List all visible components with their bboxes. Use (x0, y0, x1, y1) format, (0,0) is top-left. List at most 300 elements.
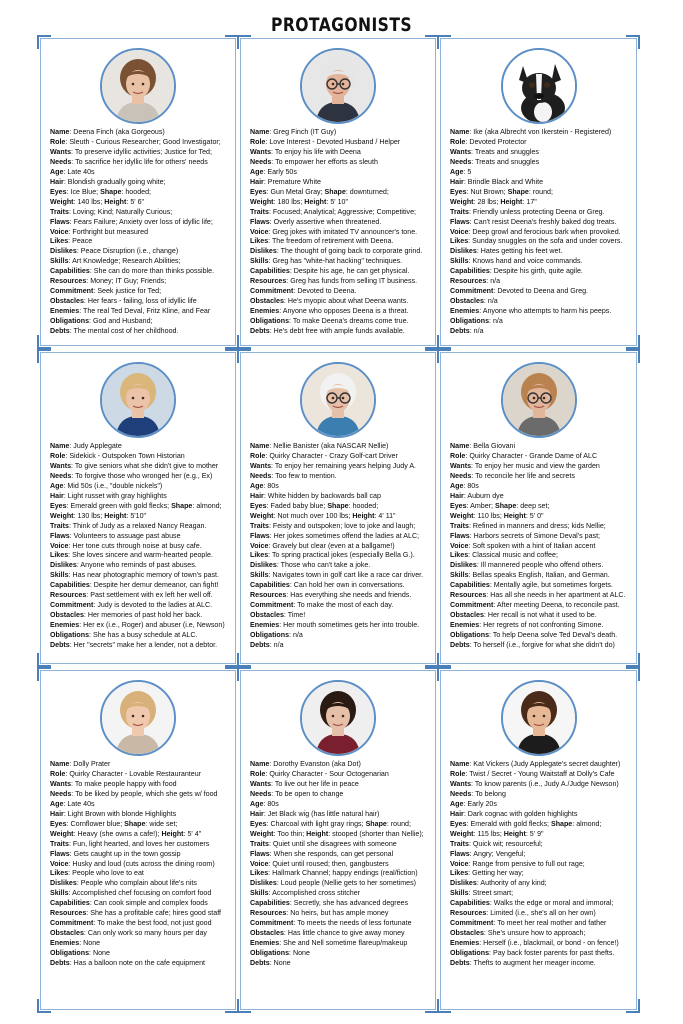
field-value: Herself (i.e., blackmail, or bond - on fence!) (483, 939, 619, 948)
field-label: Height (104, 511, 127, 520)
field-value: None (273, 959, 291, 968)
field-label: Commitment (450, 287, 494, 296)
field-label: Weight (50, 511, 74, 520)
field-value: Her ex (i.e., Roger) and abuser (i.e, Newson) (83, 621, 225, 630)
field-label: Traits (250, 207, 269, 216)
field-value: 5' 9" (529, 829, 544, 838)
field-value: wide set; (149, 819, 178, 828)
field-label: Likes (450, 237, 469, 246)
field-label: Commitment (250, 601, 294, 610)
field-label: Age (450, 799, 464, 808)
field-value: 130 lbs; (77, 511, 105, 520)
field-value: Sidekick - Outspoken Town Historian (69, 451, 185, 460)
field-label: Height (500, 197, 523, 206)
field-value: None (292, 949, 310, 958)
field-label: Name (250, 760, 270, 768)
field-value: Secretly, she has advanced degrees (293, 899, 409, 908)
profile-line: Obligations: To help Deena solve Ted Deval's death. (450, 631, 618, 640)
field-label: Enemies (450, 307, 480, 316)
profile-line: Commitment: Seek justice for Ted; (50, 287, 162, 296)
field-value: 115 lbs; (477, 829, 504, 838)
field-label: Traits (50, 207, 69, 216)
field-label: Debts (50, 641, 70, 650)
field-label: Wants (450, 461, 472, 470)
profile-line: Age: Late 40s (50, 799, 95, 808)
field-label: Resources (450, 591, 487, 600)
field-label: Role (250, 451, 266, 460)
field-value: 80s (267, 481, 279, 490)
field-label: Role (250, 769, 266, 778)
field-value: Quiet until she disagrees with someone (272, 839, 397, 848)
profile-line: Skills: Knows hand and voice commands. (450, 257, 583, 266)
corner-bracket-icon (37, 35, 51, 49)
field-label: Likes (250, 551, 269, 560)
profile-line: Eyes: Gun Metal Gray; Shape: downturned; (250, 187, 389, 196)
profile-line: Name: Nellie Banister (aka NASCAR Nellie) (250, 442, 389, 450)
field-label: Needs (250, 789, 272, 798)
field-label: Weight (450, 197, 474, 206)
profile-line: Resources: Has everything she needs and friends. (250, 591, 412, 600)
profile-line: Needs: To reconcile her life and secrets (450, 471, 575, 480)
field-label: Traits (450, 521, 469, 530)
field-label: Hair (450, 177, 464, 186)
field-label: Likes (50, 869, 69, 878)
field-label: Obligations (250, 631, 290, 640)
character-profile-text (250, 760, 430, 969)
profile-line: Wants: To enjoy her music and view the garden (450, 461, 600, 470)
profile-line: Wants: To know parents (i.e., Judy A./Judge Newson) (450, 779, 619, 788)
field-label: Needs (50, 157, 72, 166)
field-value: Her regrets of not confronting Simone. (483, 621, 604, 630)
profile-line: Dislikes: The thought of going back to corporate grind. (250, 247, 423, 256)
field-label: Voice (250, 227, 269, 236)
field-value: Has little chance to give away money (287, 929, 405, 938)
profile-line: Obligations: Pay back foster parents for past thefts. (450, 949, 615, 958)
profile-line: Likes: Getting her way; (450, 869, 524, 878)
field-value: Gun Metal Gray; (270, 187, 325, 196)
field-label: Capabilities (50, 899, 90, 908)
profile-line: Hair: Jet Black wig (has little natural hair) (250, 809, 380, 818)
field-label: Name (450, 760, 470, 768)
corner-bracket-icon (437, 999, 451, 1013)
field-label: Wants (450, 779, 472, 788)
profile-line: Debts: Has a balloon note on the cafe equipment (50, 959, 205, 968)
profile-line: Commitment: To make the most of each day. (250, 601, 394, 610)
profile-line: Traits: Fun, light hearted, and loves her customers (50, 839, 210, 848)
profile-line: Debts: n/a (450, 327, 484, 336)
field-label: Shape (100, 187, 122, 196)
field-label: Obstacles (250, 297, 284, 306)
profile-line: Role: Quirky Character - Grande Dame of ALC (450, 451, 598, 460)
profile-line: Needs: Treats and snuggles (450, 157, 540, 166)
field-label: Obstacles (50, 929, 84, 938)
field-value: Brindle Black and White (467, 177, 544, 186)
field-label: Eyes (450, 819, 467, 828)
field-value: To herself (i.e., forgive for what she didn't do) (473, 641, 615, 650)
field-value: To enjoy her remaining years helping Judy A. (274, 461, 417, 470)
field-value: None (92, 949, 110, 958)
field-label: Traits (250, 521, 269, 530)
profile-line: Obstacles: He's myopic about what Deena wants. (250, 297, 409, 306)
field-label: Resources (50, 909, 87, 918)
smiling-woman-blonde-avatar-icon (100, 680, 176, 756)
field-value: 80s (267, 799, 279, 808)
field-value: Judy is devoted to the ladies at ALC. (97, 601, 213, 610)
field-value: Forthright but measured (72, 227, 149, 236)
field-label: Debts (250, 327, 270, 336)
profile-line: Dislikes: Anyone who reminds of past abuses. (50, 561, 197, 570)
corner-bracket-icon (37, 349, 51, 363)
profile-line: Hair: Brindle Black and White (450, 177, 544, 186)
field-label: Traits (250, 839, 269, 848)
field-label: Role (450, 451, 466, 460)
field-value: Soft spoken with a hint of Italian accent (472, 541, 596, 550)
profile-line: Obligations: n/a (250, 631, 303, 640)
field-value: Gravely but clear (even at a ballgame!) (272, 541, 395, 550)
field-label: Enemies (50, 307, 80, 316)
field-label: Name (50, 128, 70, 136)
profile-line: Role: Sleuth - Curious Researcher; Good Investigator; (50, 137, 221, 146)
field-value: Navigates town in golf cart like a race car driver. (272, 571, 424, 580)
field-value: He's myopic about what Deena wants. (287, 297, 409, 306)
profile-line: Name: Bella Giovani (450, 442, 516, 450)
field-value: Treats and snuggles (474, 147, 539, 156)
field-value: Street smart; (472, 889, 514, 898)
field-label: Commitment (50, 919, 94, 928)
elderly-woman-glasses-avatar-icon (300, 362, 376, 438)
character-profile-text (50, 760, 230, 969)
field-value: No heirs, but has ample money (290, 909, 389, 918)
profile-line: Eyes: Faded baby blue; Shape: hooded; (250, 501, 379, 510)
field-value: Peace (72, 237, 93, 246)
field-value: Husky and loud (cuts across the dining room) (72, 859, 215, 868)
field-value: Greg jokes with imitated TV announcer's tone. (272, 227, 418, 236)
field-value: Peace Disruption (i.e., change) (80, 247, 179, 256)
profile-line: Traits: Refined in manners and dress; kids Nellie; (450, 521, 606, 530)
field-label: Likes (250, 869, 269, 878)
field-value: Has a balloon note on the cafe equipment (73, 959, 205, 968)
field-label: Hair (250, 491, 264, 500)
field-value: Quirky Character - Crazy Golf-cart Driver (269, 451, 398, 460)
field-label: Flaws (450, 531, 470, 540)
character-profile-text (50, 442, 230, 651)
field-value: To help Deena solve Ted Deval's death. (492, 631, 618, 640)
field-value: Focused; Analytical; Aggressive; Competitive; (272, 207, 417, 216)
field-label: Eyes (50, 187, 67, 196)
field-label: Flaws (250, 217, 270, 226)
profile-line: Age: 80s (250, 799, 279, 808)
profile-line: Flaws: Her jokes sometimes offend the ladies at ALC; (250, 531, 420, 540)
profile-line: Enemies: She and Nell sometime flareup/makeup (250, 939, 408, 948)
field-value: To belong (475, 789, 506, 798)
field-value: The mental cost of her childhood. (73, 327, 179, 336)
field-value: When she responds, can get personal (273, 849, 394, 858)
profile-line: Enemies: Her ex (i.e., Roger) and abuser (i.e, Newson) (50, 621, 225, 630)
profile-line: Traits: Quick wit; resourceful; (450, 839, 543, 848)
corner-bracket-icon (626, 35, 640, 49)
field-value: Loving; Kind; Naturally Curious; (72, 207, 173, 216)
field-value: Past settlement with ex left her well off. (90, 591, 213, 600)
field-value: To enjoy his life with Deena (274, 147, 361, 156)
profile-line: Dislikes: People who complain about life's nits (50, 879, 197, 888)
profile-line: Debts: He's debt free with ample funds available. (250, 327, 405, 336)
field-label: Dislikes (50, 247, 77, 256)
profile-line: Enemies: Anyone who attempts to harm his peeps. (450, 307, 612, 316)
field-label: Enemies (250, 939, 280, 948)
profile-line: Wants: To live out her life in peace (250, 779, 359, 788)
field-label: Capabilities (450, 899, 490, 908)
field-label: Needs (450, 157, 472, 166)
field-value: 180 lbs; (277, 197, 305, 206)
profile-line: Obstacles: n/a (450, 297, 498, 306)
corner-bracket-icon (237, 349, 251, 363)
field-label: Obstacles (50, 297, 84, 306)
field-value: Ice Blue; (70, 187, 101, 196)
field-value: Ill mannered people who offend others. (480, 561, 604, 570)
field-value: To be open to change (275, 789, 344, 798)
field-label: Height (503, 829, 526, 838)
field-label: Enemies (50, 621, 80, 630)
field-label: Resources (50, 277, 87, 286)
field-value: Overly assertive when threatened. (273, 217, 382, 226)
field-value: Devoted to Deena. (297, 287, 357, 296)
corner-bracket-icon (626, 335, 640, 349)
profile-line: Capabilities: Walks the edge or moral and immoral; (450, 899, 614, 908)
corner-bracket-icon (626, 349, 640, 363)
field-label: Resources (50, 591, 87, 600)
field-value: Despite his age, he can get physical. (293, 267, 410, 276)
field-label: Skills (50, 257, 69, 266)
field-value: Fun, light hearted, and loves her customers (72, 839, 210, 848)
field-value: Jet Black wig (has little natural hair) (267, 809, 380, 818)
profile-line: Debts: Thefts to augment her meager income. (450, 959, 596, 968)
field-label: Voice (450, 859, 469, 868)
field-label: Obligations (50, 949, 90, 958)
profile-line: Name: Dorothy Evanston (aka Dot) (250, 760, 361, 768)
profile-line: Dislikes: Authority of any kind; (450, 879, 547, 888)
field-value: To sacrifice her idyllic life for others' needs (75, 157, 208, 166)
field-label: Traits (50, 521, 69, 530)
profile-line: Wants: To give seniors what she didn't give to mother (50, 461, 219, 470)
field-label: Capabilities (250, 899, 290, 908)
character-card (240, 670, 436, 1010)
field-value: Too thin; (277, 829, 307, 838)
field-value: Authority of any kind; (480, 879, 547, 888)
profile-line: Voice: Forthright but measured (50, 227, 149, 236)
profile-line: Traits: Think of Judy as a relaxed Nancy Reagan. (50, 521, 207, 530)
field-value: n/a (273, 641, 284, 650)
field-label: Height (306, 829, 329, 838)
field-value: n/a (490, 277, 501, 286)
field-value: Early 50s (267, 167, 297, 176)
profile-line: Dislikes: Peace Disruption (i.e., change) (50, 247, 179, 256)
field-value: Walks the edge or moral and immoral; (493, 899, 614, 908)
field-value: None (83, 939, 101, 948)
field-value: Dorothy Evanston (aka Dot) (273, 760, 361, 768)
field-value: Loud people (Nellie gets to her sometimes) (280, 879, 417, 888)
field-value: 5' 6" (130, 197, 145, 206)
field-label: Shape (494, 501, 517, 510)
field-label: Enemies (50, 939, 80, 948)
profile-line: Wants: Treats and snuggles (450, 147, 539, 156)
field-value: 17" (526, 197, 537, 206)
field-label: Voice (450, 541, 469, 550)
field-label: Capabilities (450, 581, 490, 590)
profile-line: Age: Early 50s (250, 167, 297, 176)
profile-line: Name: Kat Vickers (Judy Applegate's secret daughter) (450, 760, 621, 768)
profile-line: Name: Ike (aka Albrecht von Ikerstein - Registered) (450, 128, 612, 136)
field-value: Quirky Character - Lovable Restauranteur (69, 769, 202, 778)
field-label: Role (250, 137, 266, 146)
field-label: Height (104, 197, 127, 206)
field-value: 140 lbs; (77, 197, 105, 206)
older-woman-avatar-icon (501, 362, 577, 438)
field-value: Nut Brown; (470, 187, 508, 196)
field-value: To make the most of each day. (297, 601, 394, 610)
profile-line: Voice: Quiet until roused; then, gangbusters (250, 859, 389, 868)
field-value: To preserve idyllic activities; Justice for Ted; (74, 147, 212, 156)
field-label: Skills (250, 889, 269, 898)
field-label: Skills (50, 889, 69, 898)
field-label: Traits (50, 839, 69, 848)
field-label: Voice (50, 859, 69, 868)
profile-line: Voice: Range from pensive to full out rage; (450, 859, 585, 868)
field-label: Age (450, 481, 464, 490)
field-value: Can cook simple and complex foods (93, 899, 208, 908)
field-value: People who love to eat (72, 869, 144, 878)
field-label: Shape (365, 819, 387, 828)
profile-line: Skills: Greg has "white-hat hacking" techniques. (250, 257, 403, 266)
field-value: To be liked by people, which she gets w/ food (75, 789, 218, 798)
profile-line: Name: Greg Finch (IT Guy) (250, 128, 337, 136)
field-label: Resources (450, 277, 487, 286)
profile-line: Enemies: None (50, 939, 101, 948)
profile-line: Weight: 140 lbs; Height: 5' 6" (50, 197, 145, 206)
field-value: Amber; (470, 501, 495, 510)
profile-line: Flaws: Gets caught up in the town gossip (50, 849, 181, 858)
field-value: Despite her demur demeanor, can fight! (93, 581, 219, 590)
character-card (440, 352, 637, 664)
field-value: Has all she needs in her apartment at ALC. (490, 591, 626, 600)
field-label: Dislikes (50, 879, 77, 888)
field-label: Flaws (50, 217, 70, 226)
field-label: Likes (450, 551, 469, 560)
field-value: stooped (shorter than Nellie); (332, 829, 424, 838)
profile-line: Obstacles: Has little chance to give away money (250, 929, 405, 938)
profile-line: Obstacles: Her memories of past hold her back. (50, 611, 203, 620)
corner-bracket-icon (237, 999, 251, 1013)
field-label: Capabilities (50, 267, 90, 276)
field-label: Needs (250, 157, 272, 166)
french-bulldog-avatar-icon (501, 48, 577, 124)
field-value: She and Nell sometime flareup/makeup (283, 939, 408, 948)
field-label: Obstacles (250, 611, 284, 620)
field-label: Needs (50, 471, 72, 480)
field-label: Weight (450, 511, 474, 520)
field-value: To spring practical jokes (especially Bella G.). (271, 551, 415, 560)
profile-line: Name: Dolly Prater (50, 760, 111, 768)
field-value: To meets the needs of less fortunate (297, 919, 412, 928)
profile-line: Hair: Auburn dye (450, 491, 504, 500)
field-value: Those who can't take a joke. (280, 561, 371, 570)
field-label: Wants (50, 147, 72, 156)
profile-line: Likes: Peace (50, 237, 93, 246)
corner-bracket-icon (626, 667, 640, 681)
profile-line: Commitment: To meet her real mother and father (450, 919, 607, 928)
field-label: Resources (250, 591, 287, 600)
profile-line: Capabilities: Mentally agile, but sometimes forgets. (450, 581, 613, 590)
profile-line: Weight: 130 lbs; Height: 5'10" (50, 511, 147, 520)
field-value: Seek justice for Ted; (97, 287, 162, 296)
field-value: Her memories of past hold her back. (87, 611, 203, 620)
woman-blonde-avatar-icon (100, 362, 176, 438)
field-value: Sleuth - Curious Researcher; Good Investigator; (69, 137, 221, 146)
profile-line: Name: Judy Applegate (50, 442, 122, 450)
profile-line: Obstacles: Time! (250, 611, 306, 620)
field-label: Hair (50, 491, 64, 500)
young-woman-avatar-icon (501, 680, 577, 756)
field-value: God and Husband; (92, 317, 153, 326)
profile-line: Voice: Greg jokes with imitated TV announcer's tone. (250, 227, 418, 236)
profile-line: Weight: Not much over 100 lbs; Height: 4' 11" (250, 511, 396, 520)
field-label: Shape (171, 501, 193, 510)
field-label: Commitment (50, 601, 94, 610)
field-value: Cornflower blue; (70, 819, 125, 828)
field-label: Role (450, 769, 466, 778)
field-value: round; (390, 819, 411, 828)
field-value: Quiet until roused; then, gangbusters (272, 859, 389, 868)
profile-line: Needs: To empower her efforts as sleuth (250, 157, 378, 166)
character-card (440, 670, 637, 1010)
character-profile-text (250, 128, 430, 337)
profile-line: Age: 80s (450, 481, 479, 490)
profile-line: Role: Devoted Protector (450, 137, 527, 146)
profile-line: Weight: 110 lbs; Height: 5' 0" (450, 511, 544, 520)
field-label: Obligations (450, 317, 490, 326)
field-label: Weight (450, 829, 474, 838)
field-label: Debts (450, 641, 470, 650)
field-value: After meeting Deena, to reconcile past. (496, 601, 620, 610)
field-label: Name (50, 760, 70, 768)
profile-line: Obligations: God and Husband; (50, 317, 153, 326)
profile-line: Commitment: Devoted to Deena and Greg. (450, 287, 589, 296)
field-value: Time! (287, 611, 306, 620)
profile-line: Weight: 115 lbs; Height: 5' 9" (450, 829, 544, 838)
field-value: Mid 50s (i.e., "double nickels") (67, 481, 163, 490)
field-value: Thefts to augment her meager income. (473, 959, 596, 968)
profile-line: Weight: Heavy (she owns a cafe!); Height: 5' 4" (50, 829, 202, 838)
field-value: To make the best food, not just good (97, 919, 212, 928)
field-value: Heavy (she owns a cafe!); (77, 829, 162, 838)
profile-line: Flaws: When she responds, can get personal (250, 849, 394, 858)
profile-line: Debts: To herself (i.e., forgive for what she didn't do) (450, 641, 615, 650)
profile-line: Eyes: Amber; Shape: deep set; (450, 501, 550, 510)
field-value: Despite his girth, quite agile. (493, 267, 583, 276)
field-value: Faded baby blue; (270, 501, 328, 510)
field-value: Classical music and coffee; (472, 551, 558, 560)
page-title: PROTAGONISTS (270, 14, 412, 36)
field-label: Obstacles (450, 929, 484, 938)
corner-bracket-icon (237, 653, 251, 667)
profile-line: Commitment: To make the best food, not just good (50, 919, 212, 928)
field-value: Late 40s (67, 799, 95, 808)
profile-line: Eyes: Ice Blue; Shape: hooded; (50, 187, 152, 196)
field-value: Knows hand and voice commands. (472, 257, 583, 266)
profile-line: Needs: Too few to mention. (250, 471, 337, 480)
profile-line: Enemies: Her regrets of not confronting Simone. (450, 621, 604, 630)
character-profile-text (450, 442, 631, 651)
field-label: Debts (250, 959, 270, 968)
